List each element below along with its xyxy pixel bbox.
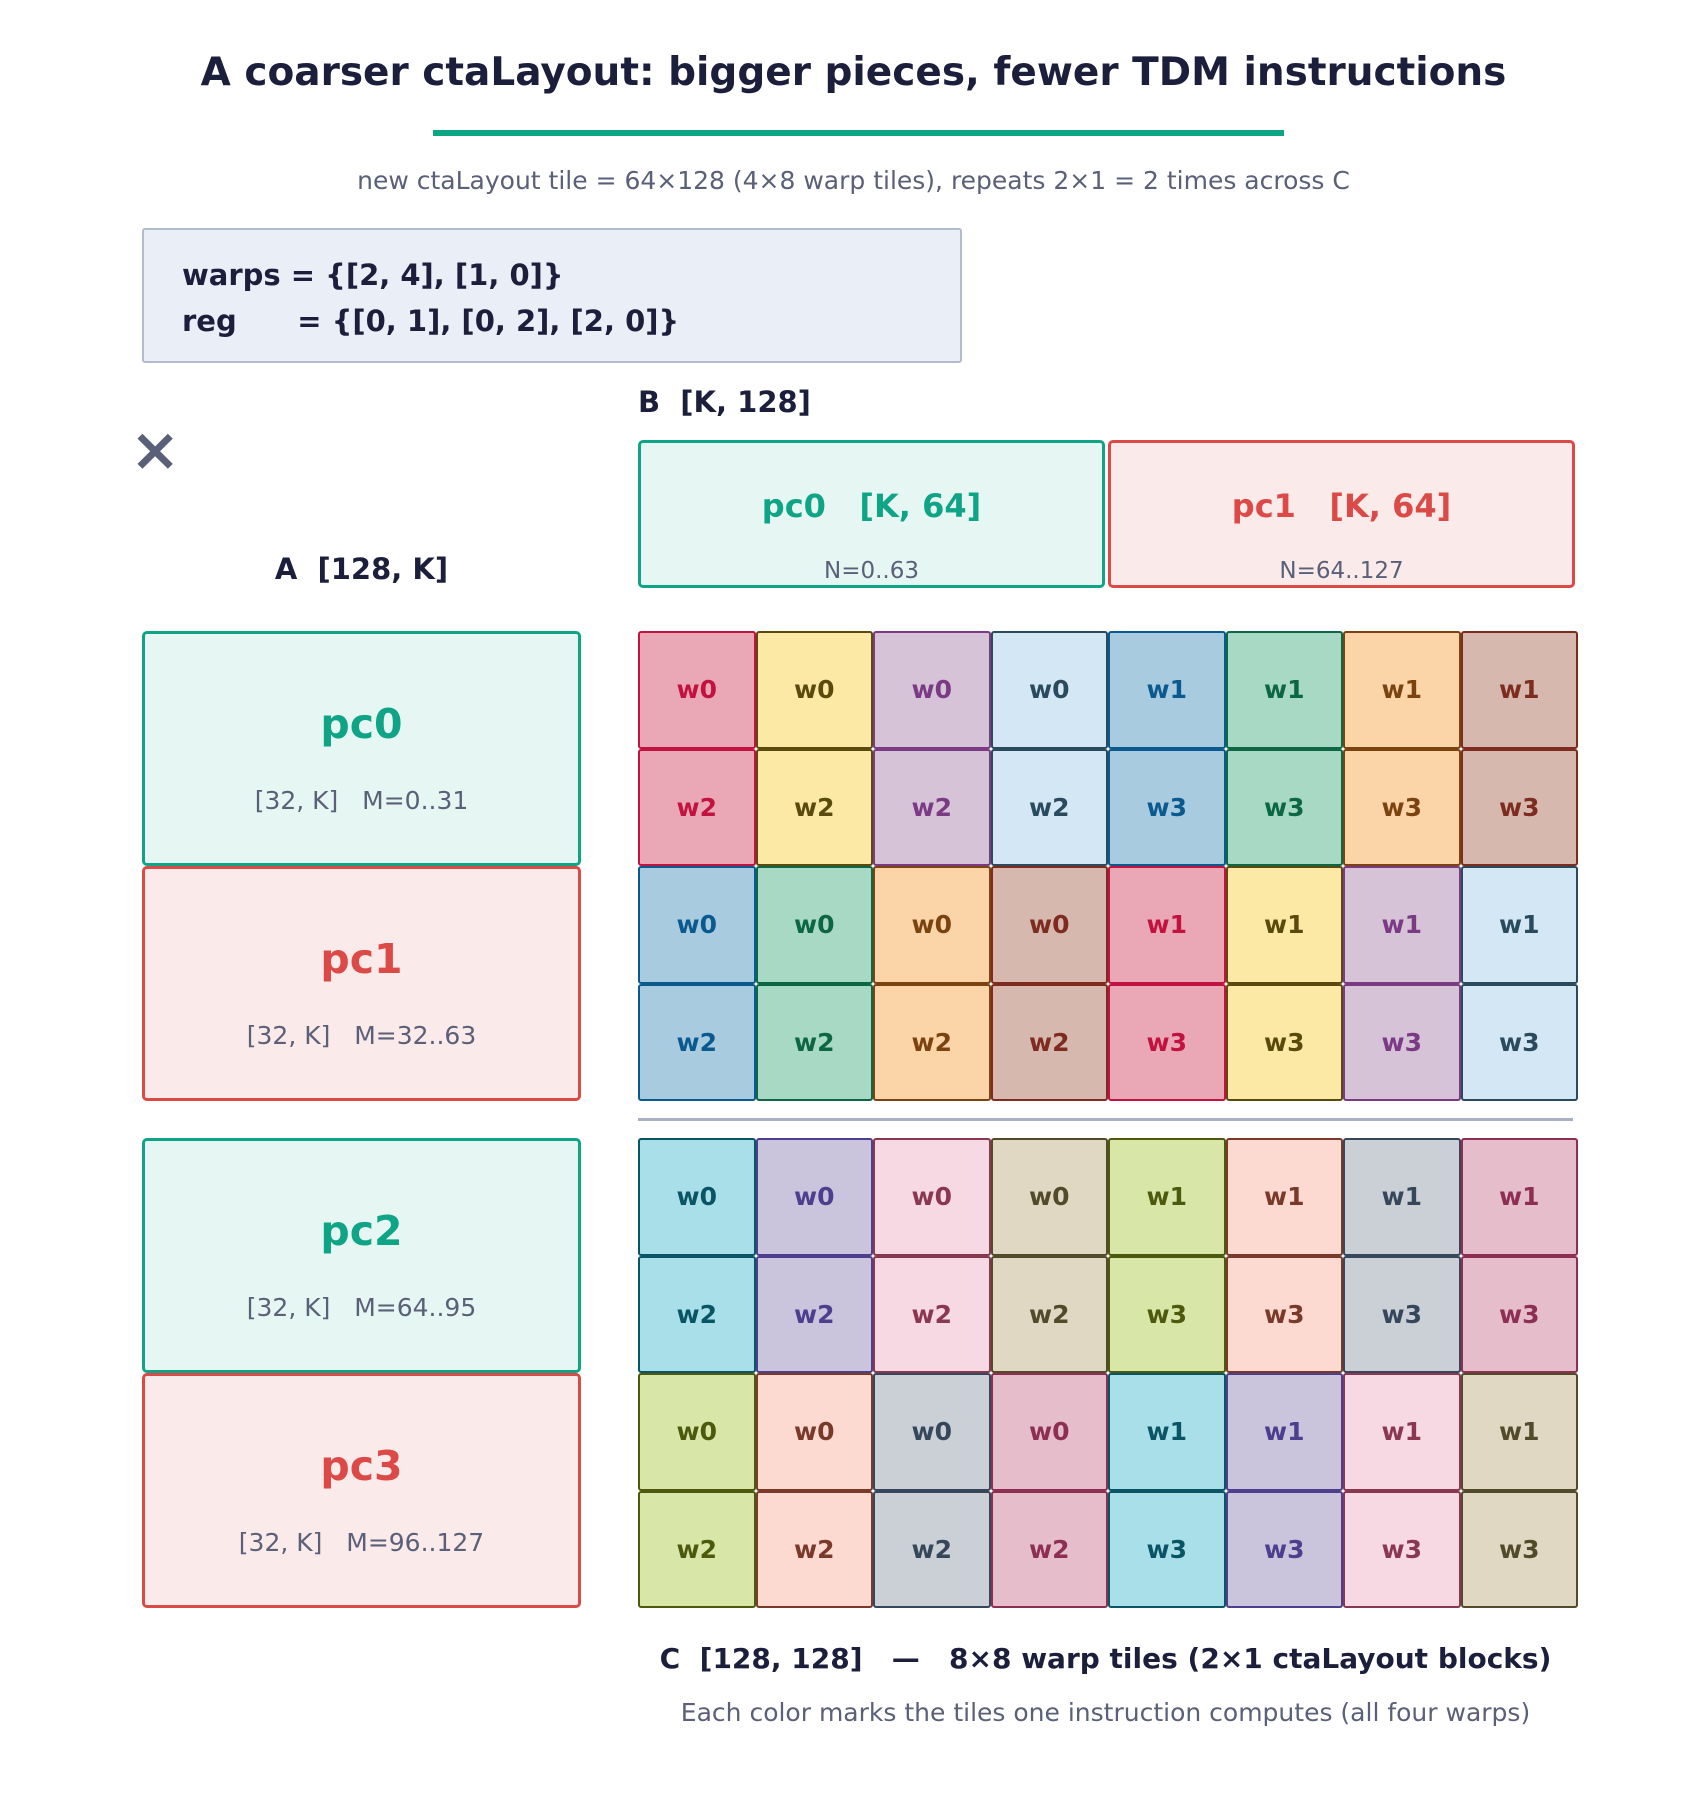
warp-tile: w1 bbox=[1108, 866, 1226, 984]
warp-tile: w1 bbox=[1461, 866, 1579, 984]
warp-tile: w3 bbox=[1108, 749, 1226, 867]
warp-tile: w3 bbox=[1226, 1491, 1344, 1609]
warp-tile: w2 bbox=[873, 1491, 991, 1609]
warp-tile: w1 bbox=[1226, 1373, 1344, 1491]
warp-tile: w0 bbox=[638, 866, 756, 984]
warp-tile: w1 bbox=[1108, 1373, 1226, 1491]
warp-tile: w0 bbox=[991, 1138, 1109, 1256]
warp-tile: w1 bbox=[1343, 1373, 1461, 1491]
warp-tile: w3 bbox=[1226, 1256, 1344, 1374]
warp-tile: w0 bbox=[873, 866, 991, 984]
warp-tile: w2 bbox=[873, 749, 991, 867]
warp-tile: w3 bbox=[1343, 1491, 1461, 1609]
warp-tile: w2 bbox=[638, 1256, 756, 1374]
warp-tile: w1 bbox=[1343, 866, 1461, 984]
a-piece-pc2-detail: [32, K] M=64..95 bbox=[246, 1293, 477, 1322]
b-piece-pc0-name: pc0 [K, 64] bbox=[761, 487, 982, 525]
warp-tile: w2 bbox=[873, 984, 991, 1102]
warp-tile: w2 bbox=[991, 749, 1109, 867]
warp-tile: w0 bbox=[873, 631, 991, 749]
a-piece-pc3-name: pc3 bbox=[320, 1442, 403, 1490]
cta-block-divider bbox=[638, 1118, 1573, 1121]
warp-tile: w2 bbox=[756, 749, 874, 867]
warp-tile: w2 bbox=[756, 984, 874, 1102]
warp-tile: w0 bbox=[756, 866, 874, 984]
warp-tile: w2 bbox=[756, 1256, 874, 1374]
warp-tile: w3 bbox=[1461, 749, 1579, 867]
warp-tile: w2 bbox=[638, 749, 756, 867]
a-piece-pc1-detail: [32, K] M=32..63 bbox=[246, 1021, 477, 1050]
warp-tile: w3 bbox=[1226, 984, 1344, 1102]
warp-tile: w2 bbox=[638, 984, 756, 1102]
matrix-b-label: B [K, 128] bbox=[638, 385, 811, 419]
diagram-title: A coarser ctaLayout: bigger pieces, fewer TDM instructions bbox=[200, 50, 1507, 95]
warp-tile: w0 bbox=[638, 631, 756, 749]
warp-tile: w3 bbox=[1461, 1256, 1579, 1374]
b-piece-pc0 bbox=[638, 440, 1105, 588]
warp-tile: w1 bbox=[1461, 1373, 1579, 1491]
code-line-reg: reg = {[0, 1], [0, 2], [2, 0]} bbox=[182, 304, 680, 338]
warp-tile: w1 bbox=[1461, 631, 1579, 749]
warp-tile: w0 bbox=[991, 631, 1109, 749]
matrix-a-label: A [128, K] bbox=[274, 552, 449, 586]
warp-tile: w2 bbox=[991, 1256, 1109, 1374]
a-piece-pc0-detail: [32, K] M=0..31 bbox=[254, 786, 469, 815]
b-piece-pc1-range: N=64..127 bbox=[1279, 558, 1404, 584]
warp-tile: w3 bbox=[1108, 1491, 1226, 1609]
a-piece-pc1 bbox=[142, 866, 581, 1101]
code-line-warps: warps = {[2, 4], [1, 0]} bbox=[182, 258, 564, 292]
warp-tile: w0 bbox=[638, 1373, 756, 1491]
warp-tile: w2 bbox=[873, 1256, 991, 1374]
warp-tile: w0 bbox=[756, 631, 874, 749]
warp-tile: w0 bbox=[873, 1373, 991, 1491]
warp-tile: w1 bbox=[1226, 631, 1344, 749]
warp-tile: w3 bbox=[1461, 1491, 1579, 1609]
warp-tile: w0 bbox=[756, 1373, 874, 1491]
a-piece-pc3 bbox=[142, 1373, 581, 1608]
a-piece-pc3-detail: [32, K] M=96..127 bbox=[238, 1528, 485, 1557]
warp-tile: w1 bbox=[1226, 1138, 1344, 1256]
warp-tile: w3 bbox=[1461, 984, 1579, 1102]
warp-tile: w1 bbox=[1343, 631, 1461, 749]
b-piece-pc1 bbox=[1108, 440, 1575, 588]
b-piece-pc1-name: pc1 [K, 64] bbox=[1231, 487, 1452, 525]
warp-tile: w2 bbox=[991, 984, 1109, 1102]
matrix-c-caption: C [128, 128] — 8×8 warp tiles (2×1 ctaLayout blocks) bbox=[659, 1642, 1552, 1675]
warp-tile: w3 bbox=[1343, 1256, 1461, 1374]
warp-tile: w2 bbox=[756, 1491, 874, 1609]
diagram-subtitle: new ctaLayout tile = 64×128 (4×8 warp tiles), repeats 2×1 = 2 times across C bbox=[357, 166, 1350, 195]
warp-tile: w1 bbox=[1226, 866, 1344, 984]
warp-tile: w0 bbox=[756, 1138, 874, 1256]
a-piece-pc0-name: pc0 bbox=[320, 700, 403, 748]
warp-tile: w0 bbox=[873, 1138, 991, 1256]
warp-tile: w3 bbox=[1343, 984, 1461, 1102]
warp-tile: w1 bbox=[1461, 1138, 1579, 1256]
a-piece-pc2-name: pc2 bbox=[320, 1207, 403, 1255]
warp-tile: w1 bbox=[1108, 1138, 1226, 1256]
warp-tile: w3 bbox=[1343, 749, 1461, 867]
a-piece-pc0 bbox=[142, 631, 581, 866]
a-piece-pc1-name: pc1 bbox=[320, 935, 403, 983]
warp-tile: w3 bbox=[1226, 749, 1344, 867]
title-underline bbox=[433, 130, 1284, 136]
warp-tile: w3 bbox=[1108, 984, 1226, 1102]
layout-code-box bbox=[142, 228, 962, 363]
warp-tile: w1 bbox=[1343, 1138, 1461, 1256]
a-piece-pc2 bbox=[142, 1138, 581, 1373]
warp-tile: w0 bbox=[638, 1138, 756, 1256]
warp-tile: w1 bbox=[1108, 631, 1226, 749]
warp-tile: w3 bbox=[1108, 1256, 1226, 1374]
matrix-c-note: Each color marks the tiles one instruction computes (all four warps) bbox=[680, 1698, 1531, 1727]
warp-tile: w2 bbox=[991, 1491, 1109, 1609]
multiply-icon: × bbox=[130, 415, 181, 485]
warp-tile: w2 bbox=[638, 1491, 756, 1609]
warp-tile: w0 bbox=[991, 866, 1109, 984]
b-piece-pc0-range: N=0..63 bbox=[824, 558, 919, 584]
warp-tile: w0 bbox=[991, 1373, 1109, 1491]
